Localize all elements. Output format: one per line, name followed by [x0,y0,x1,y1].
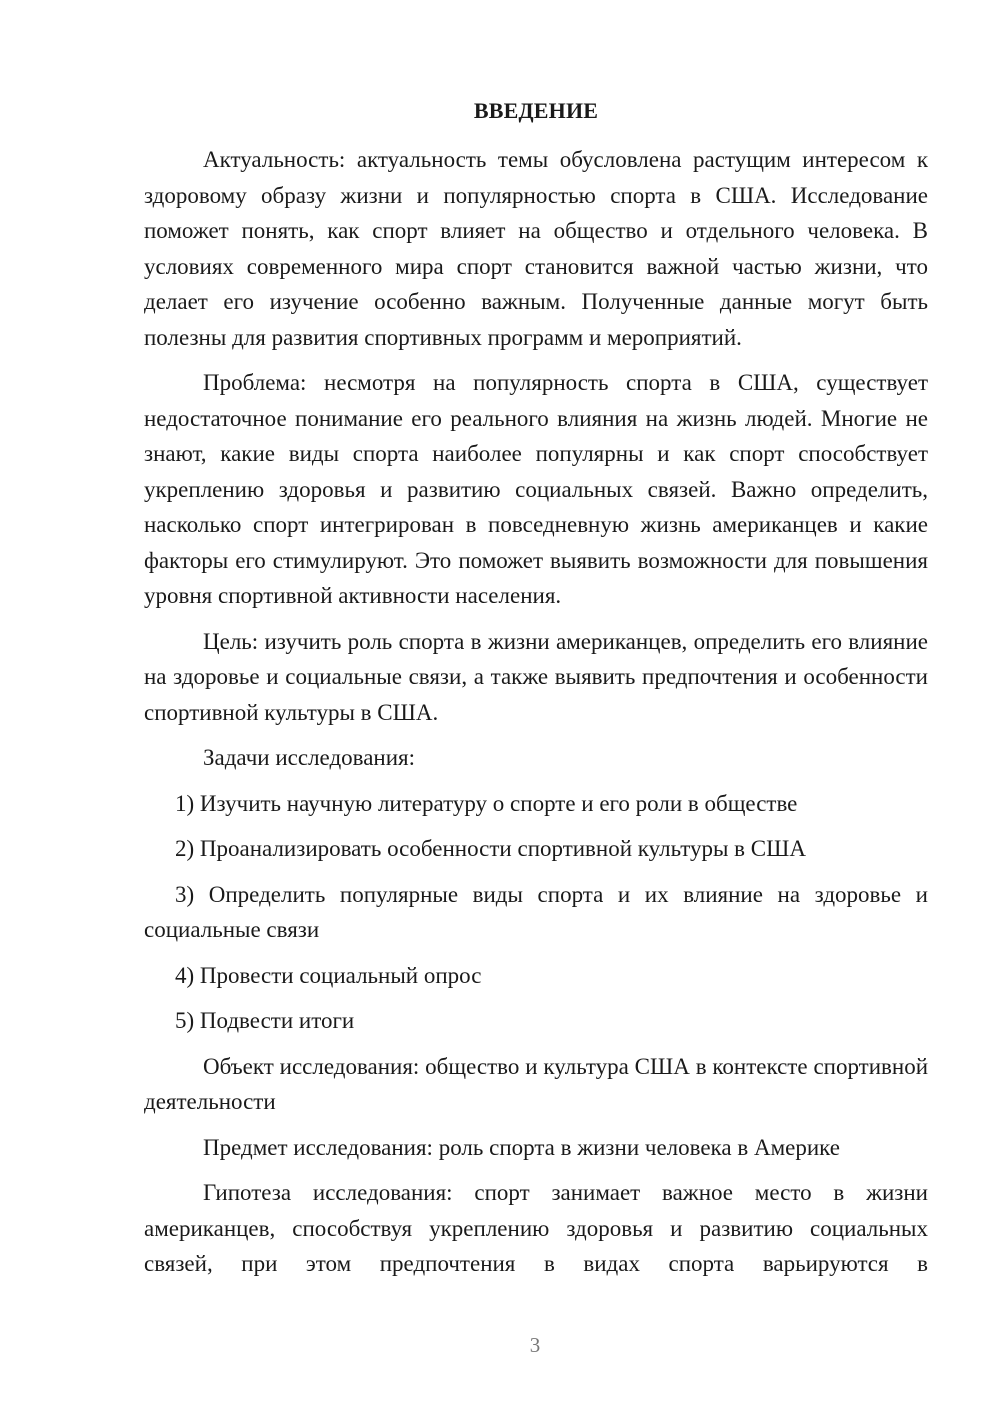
subject-paragraph: Предмет исследования: роль спорта в жизни человека в Америке [203,1134,840,1160]
relevance-paragraph: Актуальность: актуальность темы обусловлена растущим интересом к здоровому образу жизни и популярностью спорта в США. Исследование поможет понять, как спорт влияет на общество и отдельного человека. В условиях современного мира спорт становится важной частью жизни, что делает его изучение особенно важным. Полученные данные могут быть полезны для развития спортивных программ и мероприятий. [144,147,928,350]
document-page [144,96,928,1292]
section-title: ВВЕДЕНИЕ [473,98,599,123]
task-item-5: 5) Подвести итоги [175,1008,355,1033]
task-item-3: 3) Определить популярные виды спорта и их влияние на здоровье и социальные связи [144,881,928,942]
problem-paragraph: Проблема: несмотря на популярность спорта в США, существует недостаточное понимание его реального влияния на жизнь людей. Многие не знают, какие виды спорта наиболее популярны и как спорт способствует укреплению здоровья и развитию социальных связей. Важно определить, насколько спорт интегрирован в повседневную жизнь американцев и какие факторы его стимулируют. Это поможет выявить возможности для повышения уровня спортивной активности населения. [144,370,928,608]
task-item-4: 4) Провести социальный опрос [175,962,482,988]
goal-paragraph: Цель: изучить роль спорта в жизни американцев, определить его влияние на здоровье и социальные связи, а также выявить предпочтения и особенности спортивной культуры в США. [144,628,928,725]
task-item-2: 2) Проанализировать особенности спортивной культуры в США [175,836,806,861]
page-number: 3 [529,1333,541,1357]
tasks-heading: Задачи исследования: [203,745,416,770]
task-item-1: 1) Изучить научную литературу о спорте и его роли в обществе [175,790,798,816]
object-paragraph: Объект исследования: общество и культура США в контексте спортивной деятельности [144,1053,928,1114]
hypothesis-paragraph: Гипотеза исследования: спорт занимает важное место в жизни американцев, способствуя укреплению здоровья и развитию социальных связей, при этом предпочтения в видах спорта варьируются в [144,1180,928,1276]
